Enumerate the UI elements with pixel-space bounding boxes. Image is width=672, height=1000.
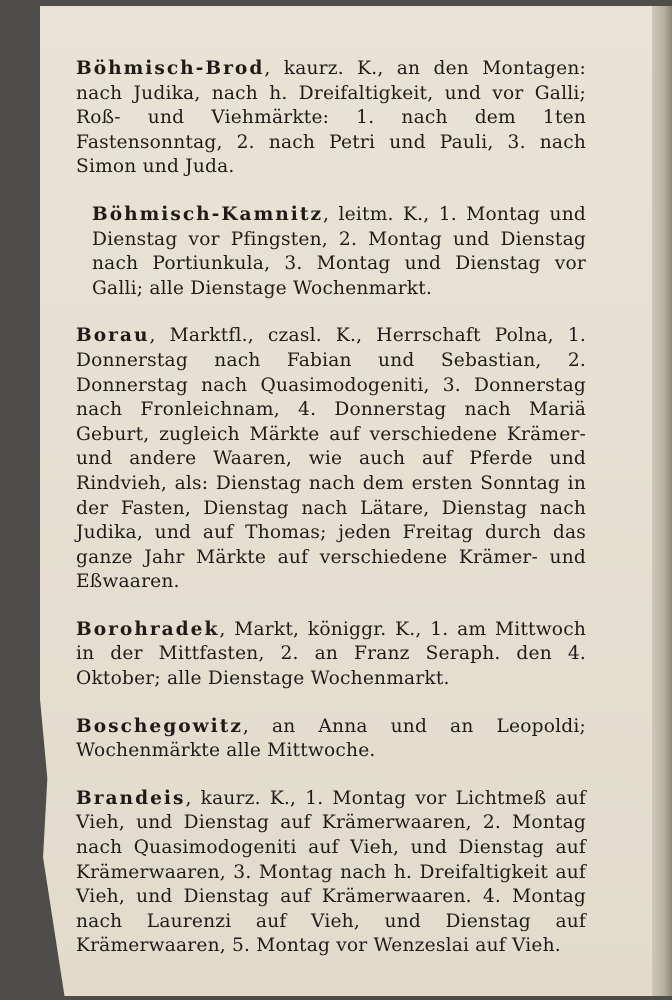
entry-place: Böhmisch-Brod [76, 58, 265, 79]
entry-text: , Markt, königgr. K., 1. am Mittwoch in der Mittfasten, 2. an Franz Seraph. den 4. Oktober; alle Dienstage Wochenmarkt. [76, 618, 586, 690]
entry-borohradek [76, 618, 586, 692]
entry-borau [76, 324, 586, 595]
entry-text: , Marktfl., czasl. K., Herrschaft Polna, 1. Donnerstag nach Fabian und Sebastian, 2. Donnerstag nach Quasimodogeniti, 3. Donnerstag nach Fronleichnam, 4. Donnerstag nach Mariä Geburt, zugleich Märkte auf verschiedene Krämer- und andere Waaren, wie auch auf Pferde und Rindvieh, als: Dienstag nach dem ersten Sonntag in der Fasten, Dienstag nach Lätare, Dienstag nach Judika, und auf Thomas; jeden Freitag durch das ganze Jahr Märkte auf verschiedene Krämer- und Eßwaaren. [76, 325, 586, 593]
entry-text: , kaurz. K., an den Montagen: nach Judika, nach h. Dreifaltigkeit, und vor Galli; Roß- und Viehmärkte: 1. nach dem 1ten Fastensonntag, 2. nach Petri und Pauli, 3. nach Simon und Juda. [76, 58, 586, 178]
entry-place: Borohradek [76, 618, 220, 640]
entry-text: , kaurz. K., 1. Montag vor Lichtmeß auf Vieh, und Dienstag auf Krämerwaaren, 2. Montag nach Quasimodogeniti auf Vieh, und Dienstag auf Krämerwaaren, 3. Montag nach h. Dreifaltigkeit auf Vieh, und Dienstag auf Krämerwaaren. 4. Montag nach Laurenzi auf Vieh, und Dienstag auf Krämerwaaren, 5. Montag vor Wenzeslai auf Vieh. [76, 787, 586, 957]
entry-place: Brandeis [76, 787, 186, 809]
entry-text: , an Anna und an Leopoldi; Wochenmärkte alle Mittwoche. [76, 715, 586, 762]
market-listing [76, 57, 586, 982]
entry-place: Boschegowitz [76, 715, 243, 737]
page-edge [652, 6, 672, 996]
entry-place: Böhmisch-Kamnitz [92, 203, 324, 225]
entry-brandeis [76, 787, 586, 959]
entry-boehmisch-brod [76, 57, 586, 180]
entry-boschegowitz [76, 715, 586, 764]
entry-boehmisch-kamnitz [76, 203, 586, 301]
entry-text: , leitm. K., 1. Montag und Dienstag vor Pfingsten, 2. Montag und Dienstag nach Portiunkula, 3. Montag und Dienstag vor Galli; alle Dienstage Wochenmarkt. [92, 203, 586, 299]
entry-place: Borau [76, 325, 150, 347]
